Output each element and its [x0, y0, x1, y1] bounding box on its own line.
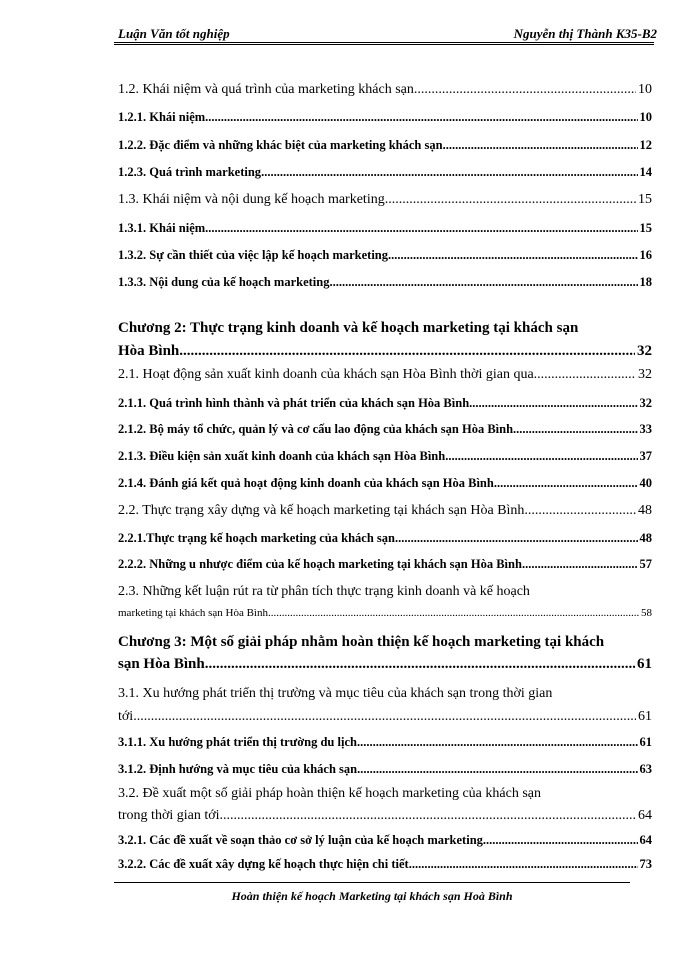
header-rule-secondary: [114, 44, 654, 45]
header-left: Luận Văn tốt nghiệp: [118, 26, 230, 41]
toc-entry-page: 32: [638, 367, 652, 382]
toc-entry-title: Hòa Bình: [118, 343, 180, 359]
toc-entry-page: 61: [638, 709, 652, 724]
toc-entry-page: 37: [639, 449, 652, 463]
toc-entry-title: 1.3.1. Khái niệm: [118, 221, 206, 235]
toc-entry-page: 18: [639, 275, 652, 289]
toc-entry-page: 15: [638, 192, 652, 207]
toc-entry-title: 2.1.2. Bộ máy tổ chức, quản lý và cơ cấu lao động của khách sạn Hòa Bình: [118, 422, 514, 436]
toc-entry-title: 1.3.3. Nội dung của kế hoạch marketing: [118, 275, 330, 289]
toc-entry[interactable]: [118, 607, 652, 619]
toc-entry-title: trong thời gian tới: [118, 808, 220, 823]
header-right: Nguyễn thị Thành K35-B2: [513, 26, 657, 41]
toc-entry-page: 73: [639, 857, 652, 871]
toc-entry[interactable]: [118, 422, 652, 437]
toc-entry-page: 16: [639, 248, 652, 262]
toc-entry-title: 1.2. Khái niệm và quá trình của marketing khách sạn: [118, 82, 414, 97]
toc-entry[interactable]: [118, 165, 652, 180]
toc-entry-page: 57: [639, 557, 652, 571]
toc-entry-title: 2.1.1. Quá trình hình thành và phát triển của khách sạn Hòa Bình: [118, 396, 470, 410]
toc-entry-first-line: 2.3. Những kết luận rút ra từ phân tích thực trạng kinh doanh và kế hoạch: [118, 584, 530, 599]
toc-entry-page: 48: [638, 503, 652, 518]
toc-entry-page: 32: [637, 343, 652, 359]
toc-entry-title: 3.2.2. Các đề xuất xây dựng kế hoạch thực hiện chi tiết: [118, 857, 409, 871]
toc-entry[interactable]: [118, 503, 652, 519]
toc-entry-title: 1.2.1. Khái niệm: [118, 110, 206, 124]
toc-entry-page: 63: [639, 762, 652, 776]
toc-entry-title: 3.1.2. Định hướng và mục tiêu của khách sạn: [118, 762, 358, 776]
toc-entry-title: 3.1.1. Xu hướng phát triển thị trường du lịch: [118, 735, 357, 749]
toc-entry-page: 58: [641, 607, 652, 619]
toc-entry-page: 61: [637, 656, 652, 672]
toc-entry-title: 2.1.4. Đánh giá kết quả hoạt động kinh doanh của khách sạn Hòa Bình: [118, 476, 494, 490]
toc-entry-page: 48: [639, 531, 652, 545]
toc-entry-title: 2.1. Hoạt động sản xuất kinh doanh của khách sạn Hòa Bình thời gian qua: [118, 367, 534, 382]
footer-rule: [114, 882, 630, 883]
toc-entry[interactable]: [118, 192, 652, 208]
toc-entry[interactable]: [118, 343, 652, 360]
toc-entry-title: 2.2. Thực trạng xây dựng và kế hoạch marketing tại khách sạn Hòa Bình: [118, 503, 525, 518]
toc-entry[interactable]: [118, 275, 652, 290]
toc-entry-title: 1.3. Khái niệm và nội dung kế hoạch marketing: [118, 192, 385, 207]
toc-entry[interactable]: [118, 449, 652, 464]
toc-chapter-heading: Chương 2: Thực trạng kinh doanh và kế hoạch marketing tại khách sạn: [118, 320, 579, 336]
toc-entry[interactable]: [118, 531, 652, 546]
footer-title: Hoàn thiện kế hoạch Marketing tại khách sạn Hoà Bình: [231, 889, 513, 903]
toc-entry[interactable]: [118, 833, 652, 848]
toc-entry-page: 40: [639, 476, 652, 490]
toc-entry-first-line: 3.1. Xu hướng phát triển thị trường và mục tiêu của khách sạn trong thời gian: [118, 686, 553, 701]
toc-entry-page: 14: [639, 165, 652, 179]
toc-entry[interactable]: [118, 396, 652, 411]
toc-entry[interactable]: [118, 656, 652, 673]
toc-entry[interactable]: [118, 367, 652, 383]
toc-entry[interactable]: [118, 735, 652, 750]
toc-entry-title: sạn Hòa Bình: [118, 656, 205, 672]
toc-entry[interactable]: [118, 709, 652, 725]
toc-entry[interactable]: [118, 110, 652, 125]
toc-entry-title: 2.2.2. Những u nhược điểm của kế hoạch marketing tại khách sạn Hòa Bình: [118, 557, 522, 571]
toc-entry[interactable]: [118, 557, 652, 572]
toc-entry-page: 12: [639, 138, 652, 152]
toc-entry-page: 10: [638, 82, 652, 97]
header-rule: [114, 42, 654, 43]
toc-entry-page: 32: [639, 396, 652, 410]
toc-entry-title: marketing tại khách sạn Hòa Bình: [118, 607, 268, 619]
toc-entry-first-line: 3.2. Đề xuất một số giải pháp hoàn thiện kế hoạch marketing của khách sạn: [118, 786, 541, 801]
toc-entry-title: 3.2.1. Các đề xuất về soạn thảo cơ sở lý luận của kế hoạch marketing: [118, 833, 483, 847]
toc-entry-title: tới: [118, 709, 134, 724]
toc-entry-page: 61: [639, 735, 652, 749]
toc-entry-page: 33: [639, 422, 652, 436]
toc-entry[interactable]: [118, 476, 652, 491]
toc-entry-page: 64: [638, 808, 652, 823]
toc-entry[interactable]: [118, 857, 652, 872]
toc-entry-title: 2.1.3. Điều kiện sản xuất kinh doanh của khách sạn Hòa Bình: [118, 449, 446, 463]
toc-entry[interactable]: [118, 762, 652, 777]
toc-entry-page: 15: [639, 221, 652, 235]
toc-entry[interactable]: [118, 138, 652, 153]
toc-entry[interactable]: [118, 248, 652, 263]
toc-entry-page: 10: [639, 110, 652, 124]
toc-chapter-heading: Chương 3: Một số giải pháp nhằm hoàn thiện kế hoạch marketing tại khách: [118, 634, 605, 650]
toc-entry-title: 1.3.2. Sự cần thiết của việc lập kế hoạch marketing: [118, 248, 388, 262]
toc-entry-page: 64: [639, 833, 652, 847]
toc-entry[interactable]: [118, 82, 652, 98]
toc-entry[interactable]: [118, 808, 652, 824]
toc-entry-title: 1.2.3. Quá trình marketing: [118, 165, 262, 179]
toc-entry[interactable]: [118, 221, 652, 236]
toc-entry-title: 1.2.2. Đặc điểm và những khác biệt của marketing khách sạn: [118, 138, 443, 152]
toc-entry-title: 2.2.1.Thực trạng kế hoạch marketing của khách sạn: [118, 531, 395, 545]
